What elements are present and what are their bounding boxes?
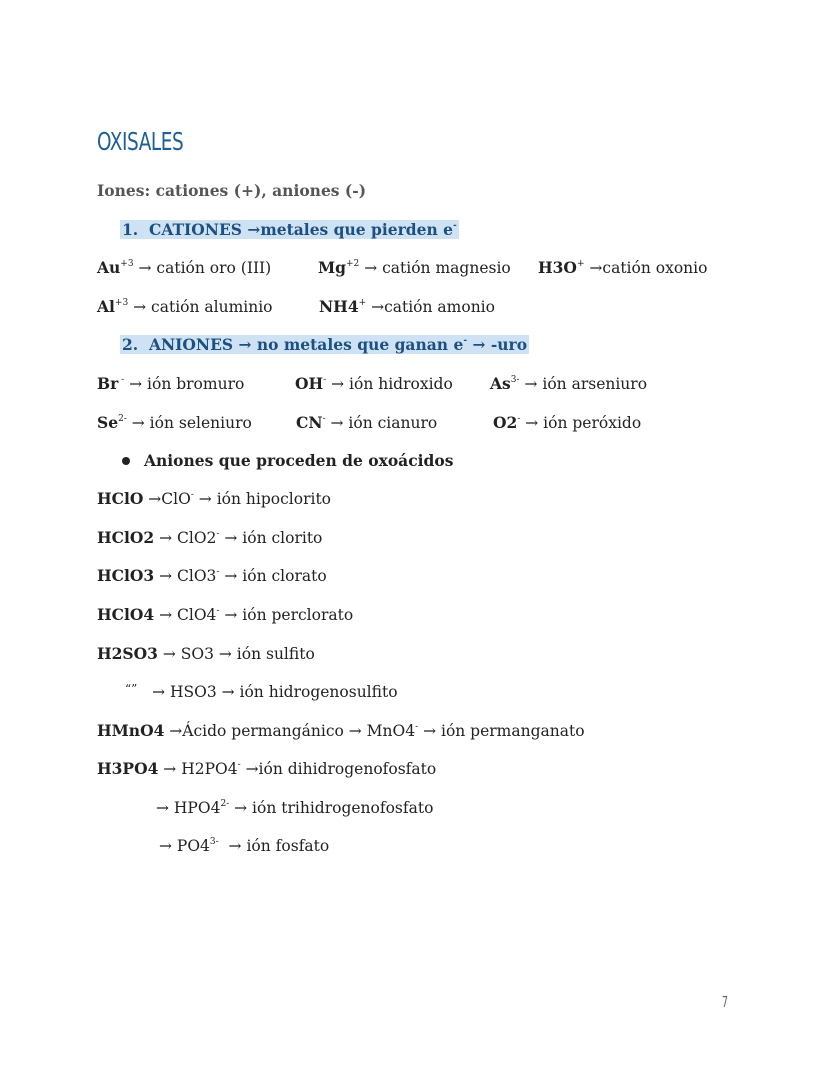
anion-item	[490, 373, 647, 395]
superscript: +3	[114, 297, 129, 308]
bullet-icon	[122, 457, 130, 465]
ion-name: →ión dihidrogenofosfato	[240, 760, 437, 778]
ion-name: → ión arseniuro	[519, 375, 648, 393]
superscript: -	[322, 413, 326, 424]
acid-formula: HMnO4	[97, 721, 165, 740]
section-cationes-highlight	[120, 220, 459, 239]
anion-formula: → HSO3 → ión hidrogenosulfito	[152, 683, 398, 701]
section-text: CATIONES →metales que pierden e	[148, 220, 454, 239]
ion-name: → ión seleniuro	[126, 414, 252, 432]
section-aniones-highlight	[120, 335, 529, 354]
ion-symbol: As	[490, 374, 511, 393]
ion-symbol: NH4	[319, 297, 359, 316]
acid-formula: HClO	[97, 489, 144, 508]
anion-item	[97, 373, 244, 395]
ditto-mark: “”	[125, 682, 138, 696]
acid-formula: H3PO4	[97, 759, 159, 778]
cations-row	[97, 296, 797, 318]
cation-item	[319, 296, 495, 318]
section-number: 1.	[122, 220, 139, 239]
ion-name: → catión aluminio	[128, 298, 273, 316]
anion-formula: → ClO2	[154, 529, 217, 547]
superscript: -	[463, 335, 468, 346]
oxoacid-line	[97, 643, 315, 665]
anions-row	[97, 412, 797, 434]
ion-symbol: H3O	[538, 258, 577, 277]
ion-name: → catión magnesio	[359, 259, 511, 277]
ion-symbol: Au	[97, 258, 121, 277]
superscript: -	[453, 220, 457, 231]
oxoacid-line	[97, 758, 436, 780]
superscript: -	[323, 374, 327, 385]
oxoacid-line	[159, 835, 329, 857]
anion-formula: → ClO4	[154, 606, 217, 624]
bullet-heading	[122, 450, 453, 472]
anion-formula: → ClO3	[154, 567, 217, 585]
bullet-heading-text: Aniones que proceden de oxoácidos	[144, 451, 454, 470]
anion-formula: →Ácido permangánico → MnO4	[164, 722, 416, 740]
superscript: 2-	[118, 413, 127, 424]
superscript: +	[358, 297, 367, 308]
ion-name: → ión peróxido	[520, 414, 642, 432]
acid-formula: H2SO3	[97, 644, 158, 663]
superscript: +	[576, 258, 585, 269]
superscript: 3-	[209, 836, 219, 847]
superscript: +3	[120, 258, 134, 269]
ion-symbol: CN	[296, 413, 323, 432]
acid-formula: HClO3	[97, 566, 155, 585]
section-cationes	[120, 219, 459, 241]
cation-item	[97, 257, 271, 279]
subtitle: Iones: cationes (+), aniones (-)	[97, 181, 367, 200]
ion-name: → ión cianuro	[325, 414, 438, 432]
ion-name: → ión bromuro	[124, 375, 245, 393]
ion-symbol: Se	[97, 413, 119, 432]
anion-item	[296, 412, 437, 434]
anions-row	[97, 373, 797, 395]
anion-formula: →ClO	[143, 490, 191, 508]
acid-formula: HClO4	[97, 605, 155, 624]
anion-item	[493, 412, 641, 434]
anion-formula: → HPO4	[156, 799, 221, 817]
ion-name: → ión permanganato	[418, 722, 585, 740]
page-number: 7	[722, 993, 729, 1011]
section-text: ANIONES → no metales que ganan e	[148, 335, 464, 354]
superscript: -	[517, 413, 521, 424]
cation-item	[97, 296, 273, 318]
superscript: +2	[346, 258, 360, 269]
anion-item	[295, 373, 453, 395]
superscript: -	[237, 759, 241, 770]
cations-row	[97, 257, 797, 279]
oxoacid-line	[97, 604, 353, 626]
ion-name: → ión clorito	[219, 529, 323, 547]
anion-item	[97, 412, 252, 434]
ion-name: →catión amonio	[366, 298, 495, 316]
superscript: -	[216, 605, 220, 616]
anion-formula: → SO3 → ión sulfito	[157, 645, 315, 663]
anion-formula: → H2PO4	[158, 760, 238, 778]
ion-name: → ión clorato	[219, 567, 327, 585]
superscript: -	[216, 528, 220, 539]
superscript: 3-	[510, 374, 520, 385]
ion-name: →catión oxonio	[584, 259, 708, 277]
oxoacid-line	[97, 720, 585, 742]
ion-name: → ión perclorato	[219, 606, 354, 624]
superscript: -	[415, 721, 419, 732]
superscript: -	[216, 566, 220, 577]
ion-symbol: OH	[295, 374, 324, 393]
superscript: -	[190, 489, 194, 500]
cation-item	[318, 257, 511, 279]
oxoacid-line	[156, 797, 433, 819]
ion-name: → ión trihidrogenofosfato	[229, 799, 434, 817]
section-number: 2.	[122, 335, 139, 354]
cation-item	[538, 257, 707, 279]
ion-symbol: Mg	[318, 258, 346, 277]
ion-name: → ión hipoclorito	[193, 490, 332, 508]
oxoacid-line	[97, 565, 327, 587]
ion-symbol: Br	[97, 374, 119, 393]
section-text-suffix: → -uro	[467, 335, 528, 354]
oxoacid-line	[97, 527, 322, 549]
oxoacid-line	[97, 488, 331, 510]
superscript: -	[118, 374, 125, 385]
ion-name: → ión fosfato	[218, 837, 330, 855]
acid-formula: HClO2	[97, 528, 155, 547]
page-title: OXISALES	[97, 127, 184, 156]
ion-symbol: Al	[97, 297, 115, 316]
oxoacid-line	[125, 681, 398, 704]
ion-symbol: O2	[493, 413, 518, 432]
anion-formula: → PO4	[159, 837, 210, 855]
superscript: 2-	[220, 798, 230, 809]
ion-name: → catión oro (III)	[133, 259, 272, 277]
ion-name: → ión hidroxido	[326, 375, 453, 393]
section-aniones	[120, 334, 529, 356]
